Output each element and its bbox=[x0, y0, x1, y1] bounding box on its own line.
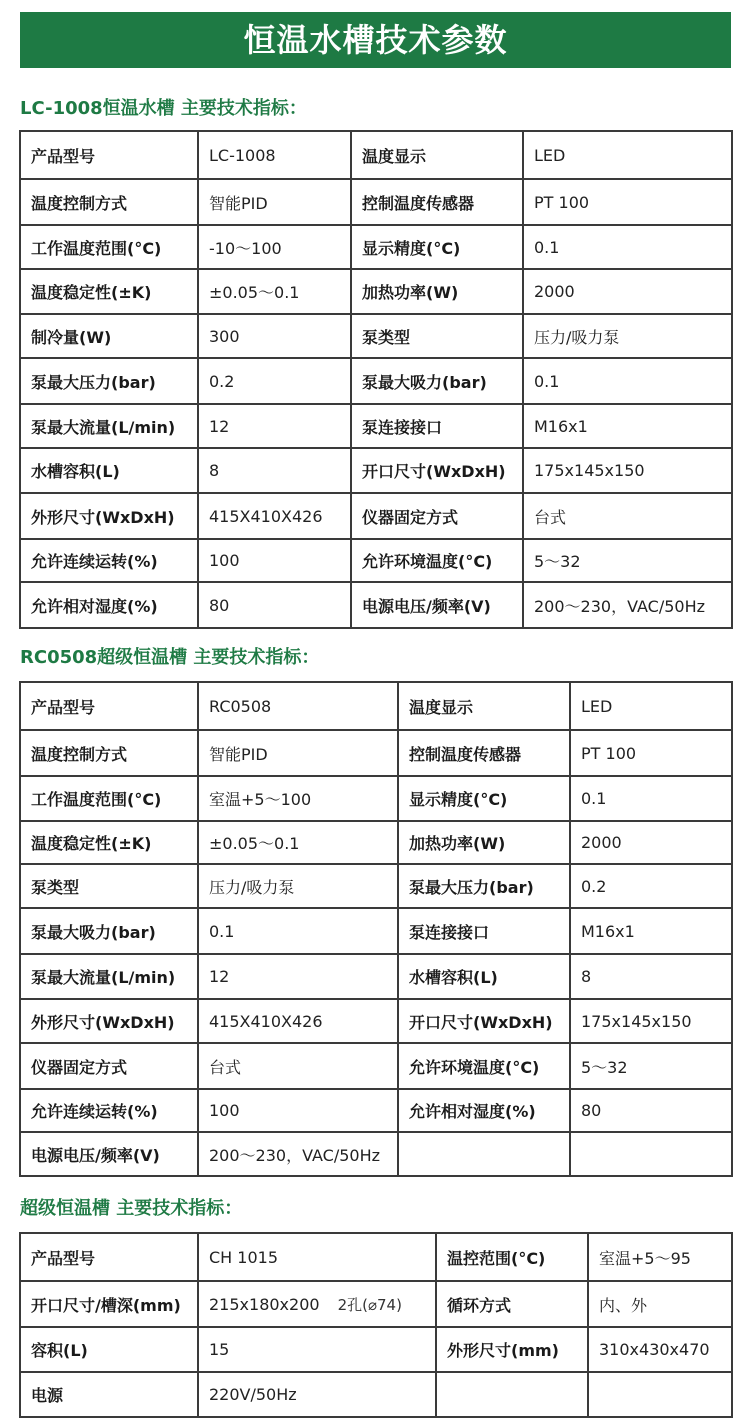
spec-label-text: 电源电压/频率(V) bbox=[31, 1145, 160, 1165]
spec-label bbox=[20, 1281, 198, 1327]
spec-label bbox=[351, 404, 523, 448]
spec-value-text: 8 bbox=[581, 967, 592, 986]
spec-row bbox=[20, 493, 732, 539]
spec-label-text: 制冷量(W) bbox=[31, 327, 112, 347]
spec-value-text: ±0.05～0.1 bbox=[209, 283, 300, 302]
spec-row bbox=[20, 999, 732, 1043]
spec-value-text: 80 bbox=[581, 1101, 602, 1120]
spec-value bbox=[570, 1132, 732, 1176]
spec-row bbox=[20, 776, 732, 821]
spec-label-text: 泵最大流量(L/min) bbox=[31, 417, 176, 437]
spec-label-text: 温度控制方式 bbox=[31, 193, 128, 213]
spec-value bbox=[198, 582, 351, 628]
spec-row bbox=[20, 821, 732, 864]
spec-value bbox=[198, 682, 398, 730]
spec-label-text: 温度显示 bbox=[362, 146, 427, 166]
spec-value-text: PT 100 bbox=[581, 743, 637, 763]
spec-value-text: 12 bbox=[209, 967, 230, 986]
spec-value bbox=[588, 1233, 732, 1281]
spec-value-text: 压力/吸力泵 bbox=[209, 877, 295, 897]
spec-label bbox=[20, 864, 198, 908]
spec-label bbox=[351, 131, 523, 179]
spec-value bbox=[523, 448, 732, 493]
spec-value-text: 台式 bbox=[209, 1057, 242, 1077]
spec-value-text: 智能PID bbox=[209, 744, 268, 764]
spec-value-text: -10～100 bbox=[209, 238, 282, 258]
spec-row bbox=[20, 954, 732, 999]
spec-label bbox=[398, 908, 570, 954]
page-title-banner bbox=[20, 12, 731, 68]
spec-label bbox=[398, 954, 570, 999]
spec-label-text: 泵类型 bbox=[31, 877, 80, 897]
spec-label bbox=[398, 999, 570, 1043]
spec-label bbox=[20, 682, 198, 730]
spec-label bbox=[351, 269, 523, 314]
spec-label bbox=[398, 1132, 570, 1176]
spec-row bbox=[20, 1327, 732, 1372]
spec-value bbox=[570, 730, 732, 776]
spec-label bbox=[20, 908, 198, 954]
spec-label-text: 加热功率(W) bbox=[409, 834, 506, 853]
spec-label-text: 控制温度传感器 bbox=[409, 744, 522, 764]
spec-value bbox=[198, 908, 398, 954]
spec-label bbox=[20, 539, 198, 582]
spec-label-text: 电源电压/频率(V) bbox=[362, 596, 491, 616]
spec-row bbox=[20, 730, 732, 776]
spec-label-text: 泵最大吸力(bar) bbox=[31, 922, 156, 942]
spec-label bbox=[436, 1233, 588, 1281]
spec-label-text: 水槽容积(L) bbox=[409, 968, 498, 987]
spec-value-text: LED bbox=[581, 696, 613, 716]
spec-value-text: 室温+5～100 bbox=[209, 790, 312, 809]
spec-label bbox=[351, 314, 523, 358]
spec-label bbox=[20, 1372, 198, 1417]
spec-label bbox=[20, 1089, 198, 1132]
spec-table-super-bath bbox=[19, 1232, 733, 1418]
spec-label bbox=[20, 448, 198, 493]
spec-value-text: 2000 bbox=[581, 833, 622, 852]
spec-value bbox=[198, 1372, 436, 1417]
spec-label bbox=[398, 776, 570, 821]
spec-value-text: 0.1 bbox=[534, 371, 560, 391]
spec-value bbox=[570, 1089, 732, 1132]
spec-label-text: 泵最大压力(bar) bbox=[31, 372, 156, 392]
spec-label bbox=[398, 682, 570, 730]
page-title: 恒温水槽技术参数 bbox=[243, 21, 508, 59]
spec-value bbox=[570, 908, 732, 954]
spec-value-text: LED bbox=[534, 145, 566, 165]
spec-value-text: CH 1015 bbox=[209, 1247, 279, 1267]
spec-value bbox=[198, 1233, 436, 1281]
spec-row bbox=[20, 225, 732, 269]
spec-label bbox=[20, 730, 198, 776]
spec-label bbox=[20, 999, 198, 1043]
spec-row bbox=[20, 269, 732, 314]
spec-label-text: 仪器固定方式 bbox=[31, 1057, 128, 1077]
spec-value bbox=[570, 682, 732, 730]
spec-value-text: 415X410X426 bbox=[209, 1011, 323, 1031]
spec-value bbox=[198, 1089, 398, 1132]
spec-label-text: 开口尺寸(WxDxH) bbox=[362, 462, 506, 481]
spec-label bbox=[351, 358, 523, 404]
spec-label bbox=[20, 582, 198, 628]
spec-value bbox=[588, 1372, 732, 1417]
spec-label-text: 显示精度(°C) bbox=[362, 238, 461, 258]
spec-value-text: 415X410X426 bbox=[209, 506, 323, 526]
spec-value-text: M16x1 bbox=[534, 416, 588, 436]
spec-value-text: 5～32 bbox=[581, 1057, 628, 1077]
spec-value bbox=[198, 1327, 436, 1372]
spec-label bbox=[351, 582, 523, 628]
spec-row bbox=[20, 448, 732, 493]
spec-label-text: 温度稳定性(±K) bbox=[31, 283, 152, 302]
spec-value bbox=[198, 131, 351, 179]
spec-value bbox=[198, 539, 351, 582]
spec-label-text: 外形尺寸(WxDxH) bbox=[31, 507, 175, 527]
spec-label-text: 温度显示 bbox=[409, 697, 474, 717]
spec-label bbox=[20, 404, 198, 448]
spec-value bbox=[198, 225, 351, 269]
spec-value-text: 220V/50Hz bbox=[209, 1385, 297, 1404]
spec-value bbox=[198, 179, 351, 225]
spec-value bbox=[588, 1281, 732, 1327]
spec-value bbox=[198, 864, 398, 908]
spec-label-text: 温控范围(°C) bbox=[447, 1248, 546, 1268]
spec-value bbox=[198, 999, 398, 1043]
spec-value-text: ±0.05～0.1 bbox=[209, 834, 300, 853]
spec-label-text: 工作温度范围(°C) bbox=[31, 790, 162, 809]
spec-label-text: 允许连续运转(%) bbox=[31, 1102, 158, 1121]
spec-label-text: 容积(L) bbox=[31, 1341, 88, 1360]
spec-value bbox=[198, 954, 398, 999]
spec-label bbox=[398, 730, 570, 776]
spec-row bbox=[20, 682, 732, 730]
spec-value bbox=[523, 225, 732, 269]
spec-value-text: 0.2 bbox=[581, 876, 607, 896]
spec-value bbox=[570, 1043, 732, 1089]
spec-label bbox=[351, 179, 523, 225]
spec-label-text: 水槽容积(L) bbox=[31, 462, 120, 481]
spec-value-text: 内、外 bbox=[599, 1295, 648, 1315]
spec-row bbox=[20, 1089, 732, 1132]
spec-label bbox=[436, 1372, 588, 1417]
spec-label-text: 允许相对湿度(%) bbox=[31, 596, 158, 616]
spec-row bbox=[20, 1043, 732, 1089]
spec-label-text: 外形尺寸(WxDxH) bbox=[31, 1012, 175, 1032]
spec-value-text: 5～32 bbox=[534, 552, 581, 571]
spec-label-text: 仪器固定方式 bbox=[362, 507, 459, 527]
spec-value bbox=[523, 493, 732, 539]
spec-label-text: 允许环境温度(°C) bbox=[362, 552, 493, 571]
section-title-lc1008: LC-1008恒温水槽 主要技术指标： bbox=[20, 98, 307, 119]
spec-label bbox=[20, 269, 198, 314]
spec-label-text: 温度稳定性(±K) bbox=[31, 834, 152, 853]
spec-label-text: 允许环境温度(°C) bbox=[409, 1057, 540, 1077]
spec-value bbox=[198, 314, 351, 358]
section-title-super-bath: 超级恒温槽 主要技术指标： bbox=[20, 1198, 243, 1219]
spec-value bbox=[523, 314, 732, 358]
spec-label-text: 允许相对湿度(%) bbox=[409, 1102, 536, 1121]
spec-label bbox=[20, 954, 198, 999]
spec-label-text: 泵最大流量(L/min) bbox=[31, 968, 176, 987]
spec-table-rc0508 bbox=[19, 681, 733, 1177]
spec-label bbox=[398, 821, 570, 864]
spec-value bbox=[523, 131, 732, 179]
spec-table-lc1008 bbox=[19, 130, 733, 629]
spec-value-text: RC0508 bbox=[209, 696, 272, 716]
spec-row bbox=[20, 539, 732, 582]
spec-value bbox=[523, 539, 732, 582]
spec-label bbox=[398, 1089, 570, 1132]
spec-value bbox=[198, 404, 351, 448]
spec-value-text: 8 bbox=[209, 461, 220, 480]
spec-label bbox=[351, 539, 523, 582]
spec-value-text: 100 bbox=[209, 1101, 240, 1120]
spec-label bbox=[351, 448, 523, 493]
spec-value bbox=[198, 358, 351, 404]
spec-label-text: 控制温度传感器 bbox=[362, 193, 475, 213]
spec-value-text: 0.1 bbox=[209, 921, 235, 941]
spec-label-text: 外形尺寸(mm) bbox=[447, 1341, 559, 1360]
spec-row bbox=[20, 582, 732, 628]
spec-label-text: 循环方式 bbox=[447, 1295, 512, 1315]
spec-label-text: 泵最大压力(bar) bbox=[409, 877, 534, 897]
spec-label-text: 显示精度(°C) bbox=[409, 790, 508, 809]
spec-row bbox=[20, 131, 732, 179]
spec-label-text: 工作温度范围(°C) bbox=[31, 238, 162, 258]
spec-value bbox=[198, 821, 398, 864]
spec-label bbox=[20, 314, 198, 358]
spec-value-text: 台式 bbox=[534, 507, 567, 527]
spec-row bbox=[20, 358, 732, 404]
spec-label bbox=[20, 776, 198, 821]
spec-value bbox=[523, 582, 732, 628]
spec-value-text: 室温+5～95 bbox=[599, 1248, 691, 1268]
spec-value bbox=[523, 358, 732, 404]
spec-value bbox=[523, 269, 732, 314]
hole-count-note: 2孔(⌀74) bbox=[337, 1295, 402, 1314]
spec-value bbox=[588, 1327, 732, 1372]
spec-value-text: 100 bbox=[209, 551, 240, 570]
spec-label bbox=[436, 1327, 588, 1372]
spec-value bbox=[198, 1132, 398, 1176]
spec-row bbox=[20, 1281, 732, 1327]
spec-label bbox=[20, 225, 198, 269]
spec-value-text: PT 100 bbox=[534, 192, 590, 212]
spec-value bbox=[198, 1281, 436, 1327]
spec-value-text: 200～230，VAC/50Hz bbox=[209, 1145, 381, 1165]
spec-label-text: 允许连续运转(%) bbox=[31, 552, 158, 571]
spec-label bbox=[20, 1233, 198, 1281]
spec-value-text: 15 bbox=[209, 1340, 230, 1359]
spec-label-text: 产品型号 bbox=[31, 146, 96, 166]
spec-label bbox=[20, 1043, 198, 1089]
spec-row bbox=[20, 864, 732, 908]
spec-label-text: 产品型号 bbox=[31, 1248, 96, 1268]
spec-value bbox=[570, 954, 732, 999]
spec-value-text: 310x430x470 bbox=[599, 1340, 710, 1359]
spec-value-text: 0.1 bbox=[581, 789, 607, 808]
spec-value bbox=[198, 269, 351, 314]
spec-value-text: LC-1008 bbox=[209, 145, 276, 165]
spec-value bbox=[198, 448, 351, 493]
spec-label-text: 电源 bbox=[31, 1386, 64, 1405]
spec-value bbox=[570, 821, 732, 864]
spec-value bbox=[570, 864, 732, 908]
spec-label-text: 开口尺寸/槽深(mm) bbox=[31, 1295, 181, 1315]
spec-value-text: 300 bbox=[209, 326, 240, 346]
spec-label bbox=[20, 131, 198, 179]
spec-label-text: 泵最大吸力(bar) bbox=[362, 372, 487, 392]
spec-value bbox=[198, 776, 398, 821]
spec-value bbox=[523, 179, 732, 225]
spec-label bbox=[351, 225, 523, 269]
spec-value bbox=[570, 776, 732, 821]
spec-label-text: 温度控制方式 bbox=[31, 744, 128, 764]
spec-value-text: 压力/吸力泵 bbox=[534, 327, 620, 347]
spec-value-text: 0.2 bbox=[209, 371, 235, 391]
spec-label-text: 开口尺寸(WxDxH) bbox=[409, 1012, 553, 1032]
spec-value-text: 175x145x150 bbox=[581, 1011, 692, 1031]
spec-value bbox=[198, 1043, 398, 1089]
spec-value-text: 智能PID bbox=[209, 193, 268, 213]
spec-row bbox=[20, 314, 732, 358]
spec-label bbox=[436, 1281, 588, 1327]
spec-label-text: 产品型号 bbox=[31, 697, 96, 717]
spec-value-text: 175x145x150 bbox=[534, 461, 645, 480]
spec-label bbox=[20, 1132, 198, 1176]
spec-label bbox=[20, 821, 198, 864]
spec-label bbox=[398, 1043, 570, 1089]
spec-label bbox=[20, 1327, 198, 1372]
spec-label bbox=[20, 358, 198, 404]
spec-label-text: 加热功率(W) bbox=[362, 283, 459, 302]
spec-label-text: 泵连接接口 bbox=[409, 922, 490, 942]
section-title-rc0508: RC0508超级恒温槽 主要技术指标： bbox=[20, 647, 320, 668]
spec-value bbox=[198, 493, 351, 539]
spec-label bbox=[398, 864, 570, 908]
spec-row bbox=[20, 908, 732, 954]
spec-value-text: 0.1 bbox=[534, 237, 560, 257]
spec-row bbox=[20, 179, 732, 225]
spec-value-text: 12 bbox=[209, 416, 230, 436]
spec-row bbox=[20, 1372, 732, 1417]
spec-value bbox=[198, 730, 398, 776]
spec-label bbox=[20, 493, 198, 539]
spec-value-text: 200～230，VAC/50Hz bbox=[534, 596, 706, 616]
spec-label bbox=[20, 179, 198, 225]
spec-label-text: 泵连接接口 bbox=[362, 417, 443, 437]
spec-row bbox=[20, 404, 732, 448]
spec-label-text: 泵类型 bbox=[362, 327, 411, 347]
spec-value bbox=[570, 999, 732, 1043]
spec-value-text: 80 bbox=[209, 595, 230, 615]
spec-value-text: M16x1 bbox=[581, 921, 635, 941]
spec-label bbox=[351, 493, 523, 539]
spec-row bbox=[20, 1132, 732, 1176]
spec-value bbox=[523, 404, 732, 448]
spec-value-text: 215x180x200 bbox=[209, 1294, 320, 1314]
spec-value-text: 2000 bbox=[534, 282, 575, 301]
spec-row bbox=[20, 1233, 732, 1281]
